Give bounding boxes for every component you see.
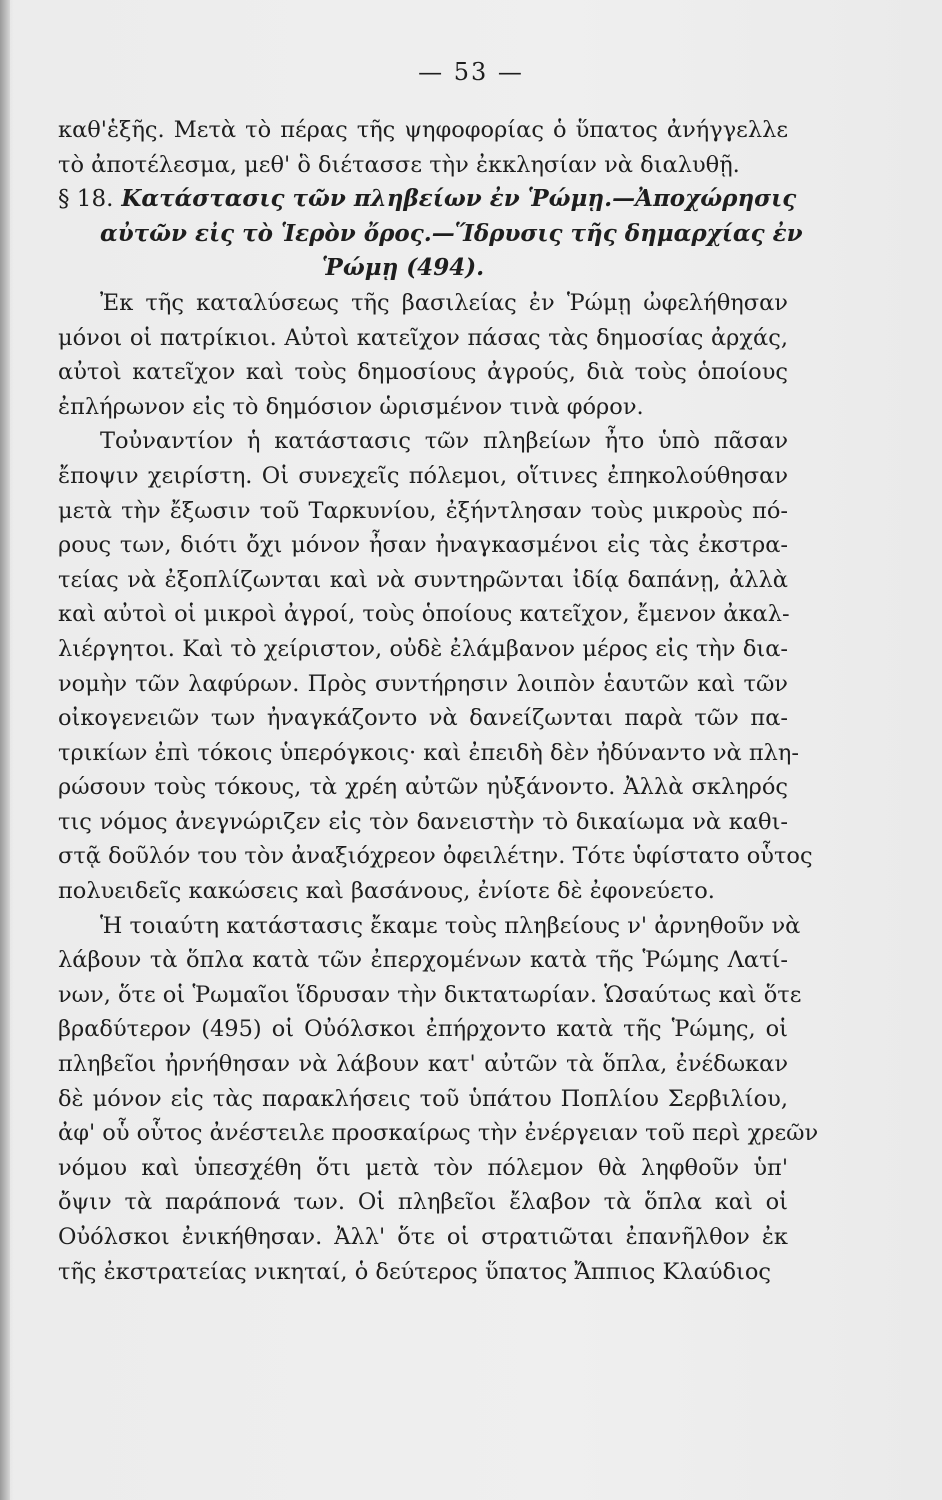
text-line: νόμου καὶ ὑπεσχέθη ὅτι μετὰ τὸν πόλεμον θὰ ληφθοῦν ὑπ' bbox=[58, 1154, 788, 1181]
page-binding-edge bbox=[0, 0, 10, 1500]
paragraphs bbox=[58, 286, 819, 1289]
text-line: πολυειδεῖς κακώσεις καὶ βασάνους, ἐνίοτε δὲ ἐφονεύετο. bbox=[58, 878, 715, 905]
text-line: ἐπλήρωνον εἰς τὸ δημόσιον ὡρισμένον τινὰ φόρον. bbox=[58, 393, 644, 420]
text-line: δὲ μόνον εἰς τὰς παρακλήσεις τοῦ ὑπάτου Ποπλίου Σερβιλίου, bbox=[58, 1085, 788, 1112]
text-line: τείας νὰ ἐξοπλίζωνται καὶ νὰ συντηρῶνται ἰδίᾳ δαπάνῃ, ἀλλὰ bbox=[58, 566, 788, 593]
section-title-part-1: Κατάστασις τῶν πληβείων ἐν Ῥώμῃ.—Ἀποχώρησις bbox=[121, 185, 797, 213]
text-line: Ἐκ τῆς καταλύσεως τῆς βασιλείας ἐν Ῥώμῃ ὠφελήθησαν bbox=[100, 289, 788, 316]
section-marker: § 18. bbox=[58, 186, 114, 213]
text-line: ρώσουν τοὺς τόκους, τὰ χρέη αὐτῶν ηὐξάνοντο. Ἀλλὰ σκληρός bbox=[58, 774, 788, 801]
paragraph bbox=[58, 909, 819, 1290]
text-line: καθ'ἑξῆς. Μετὰ τὸ πέρας τῆς ψηφοφορίας ὁ ὕπατος ἀνήγγελλε bbox=[58, 117, 788, 143]
section-heading-line-3: Ῥώμῃ (494). bbox=[321, 254, 485, 282]
text-line: μετὰ τὴν ἔξωσιν τοῦ Ταρκυνίου, ἐξήντλησαν τοὺς μικροὺς πό- bbox=[58, 497, 788, 524]
text-line: τῆς ἐκστρατείας νικηταί, ὁ δεύτερος ὕπατος Ἄππιος Κλαύδιος bbox=[58, 1258, 772, 1285]
section-heading bbox=[58, 182, 803, 286]
text-line: πληβεῖοι ἠρνήθησαν νὰ λάβουν κατ' αὐτῶν τὰ ὅπλα, ἐνέδωκαν bbox=[58, 1051, 788, 1078]
section-heading-line-1 bbox=[58, 182, 797, 217]
page-number: — 53 — bbox=[418, 58, 524, 86]
text-line: τὸ ἀποτέλεσμα, μεθ' ὃ διέτασσε τὴν ἐκκλησίαν νὰ διαλυθῇ. bbox=[58, 151, 740, 178]
text-line: ἀφ' οὗ οὗτος ἀνέστειλε προσκαίρως τὴν ἐνέργειαν τοῦ περὶ χρεῶν bbox=[58, 1120, 819, 1147]
paragraph bbox=[58, 286, 788, 424]
text-line: λιέργητοι. Καὶ τὸ χείριστον, οὐδὲ ἐλάμβανον μέρος εἰς τὴν δια- bbox=[58, 635, 788, 662]
section-heading-line-2: αὐτῶν εἰς τὸ Ἱερὸν ὄρος.—Ἵδρυσις τῆς δημαρχίας ἐν bbox=[100, 219, 803, 247]
text-line: ἔποψιν χειρίστη. Οἱ συνεχεῖς πόλεμοι, οἵτινες ἐπηκολούθησαν bbox=[58, 462, 788, 489]
page-body bbox=[58, 113, 819, 1289]
text-line: νομὴν τῶν λαφύρων. Πρὸς συντήρησιν λοιπὸν ἑαυτῶν καὶ τῶν bbox=[58, 670, 788, 697]
text-line: νων, ὅτε οἱ Ῥωμαῖοι ἵδρυσαν τὴν δικτατωρίαν. Ὡσαύτως καὶ ὅτε bbox=[58, 981, 802, 1008]
text-line: λάβουν τὰ ὅπλα κατὰ τῶν ἐπερχομένων κατὰ τῆς Ῥώμης Λατί- bbox=[58, 947, 788, 974]
text-line: Οὐόλσκοι ἐνικήθησαν. Ἀλλ' ὅτε οἱ στρατιῶται ἐπανῆλθον ἐκ bbox=[58, 1224, 788, 1250]
text-line: καὶ αὐτοὶ οἱ μικροὶ ἀγροί, τοὺς ὁποίους κατεῖχον, ἔμενον ἀκαλ- bbox=[58, 601, 790, 628]
text-line: Τοὐναντίον ἡ κατάστασις τῶν πληβείων ἦτο ὑπὸ πᾶσαν bbox=[100, 428, 788, 455]
intro-text bbox=[58, 113, 788, 182]
text-line: Ἡ τοιαύτη κατάστασις ἔκαμε τοὺς πληβείους ν' ἀρνηθοῦν νὰ bbox=[100, 912, 801, 939]
text-line: τρικίων ἐπὶ τόκοις ὑπερόγκοις· καὶ ἐπειδὴ δὲν ἠδύναντο νὰ πλη- bbox=[58, 739, 800, 766]
text-line: τις νόμος ἀνεγνώριζεν εἰς τὸν δανειστὴν τὸ δικαίωμα νὰ καθι- bbox=[58, 808, 788, 835]
text-line: ὄψιν τὰ παράπονά των. Οἱ πληβεῖοι ἔλαβον τὰ ὅπλα καὶ οἱ bbox=[58, 1189, 788, 1216]
text-line: ρους των, διότι ὄχι μόνον ἦσαν ἠναγκασμένοι εἰς τὰς ἐκστρα- bbox=[58, 532, 788, 559]
text-line: αὐτοὶ κατεῖχον καὶ τοὺς δημοσίους ἀγρούς, διὰ τοὺς ὁποίους bbox=[58, 359, 788, 386]
text-line: στᾷ δοῦλόν του τὸν ἀναξιόχρεον ὀφειλέτην. Τότε ὑφίστατο οὗτος bbox=[58, 843, 813, 870]
text-line: οἰκογενειῶν των ἠναγκάζοντο νὰ δανείζωνται παρὰ τῶν πα- bbox=[58, 705, 788, 732]
text-line: βραδύτερον (495) οἱ Οὐόλσκοι ἐπήρχοντο κατὰ τῆς Ῥώμης, οἱ bbox=[58, 1016, 788, 1043]
paragraph bbox=[58, 424, 813, 908]
text-line: μόνοι οἱ πατρίκιοι. Αὐτοὶ κατεῖχον πάσας τὰς δημοσίας ἀρχάς, bbox=[58, 324, 788, 351]
